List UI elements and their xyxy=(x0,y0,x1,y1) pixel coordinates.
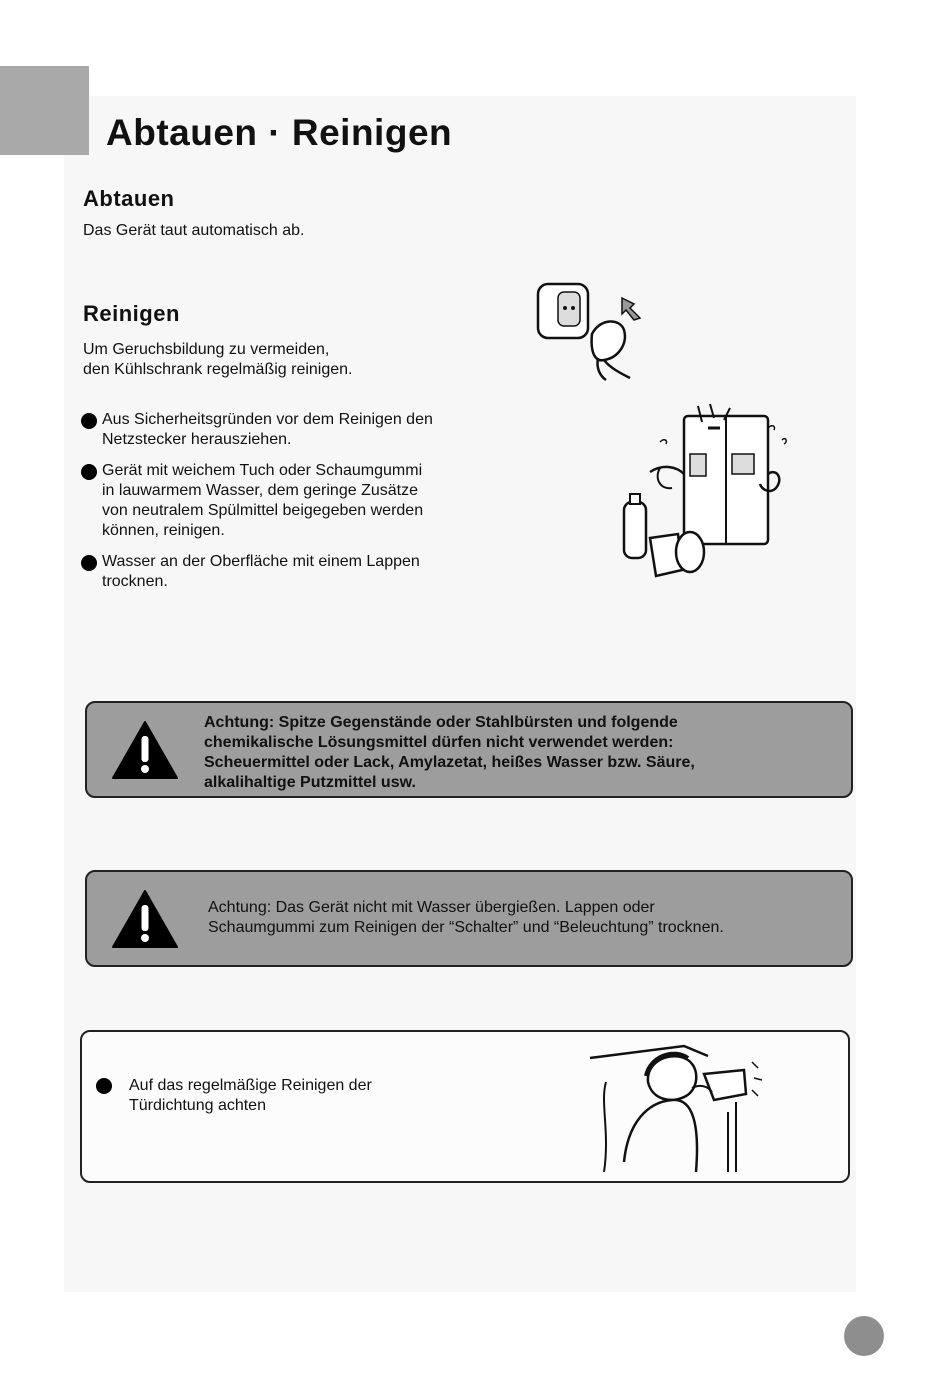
door-seal-cleaning-illustration xyxy=(588,1042,768,1174)
section-tab xyxy=(0,66,89,155)
warning-triangle-icon xyxy=(111,720,179,780)
bullet-dot-icon xyxy=(81,555,97,571)
defrost-text: Das Gerät taut automatisch ab. xyxy=(83,222,305,239)
bullet-dot-icon xyxy=(81,413,97,429)
page-title: Abtauen · Reinigen xyxy=(106,112,453,153)
warning-box-water xyxy=(85,870,853,967)
door-seal-note-box xyxy=(80,1030,850,1183)
cleaning-bullet-3: Wasser an der Oberfläche mit einem Lappen trocknen. xyxy=(102,553,420,590)
bullet-dot-icon xyxy=(96,1078,112,1094)
defrost-heading: Abtauen xyxy=(83,186,175,211)
cleaning-intro: Um Geruchsbildung zu vermeiden, den Kühlschrank regelmäßig reinigen. xyxy=(83,341,353,378)
cleaning-heading: Reinigen xyxy=(83,301,180,326)
door-seal-note-text: Auf das regelmäßige Reinigen der Türdichtung achten xyxy=(129,1077,372,1114)
warning-triangle-icon xyxy=(111,889,179,949)
cleaning-bullet-2: Gerät mit weichem Tuch oder Schaumgummi in lauwarmem Wasser, dem geringe Zusätze von neutralem Spülmittel beigegeben werden können, reinigen. xyxy=(102,462,424,539)
cleaning-bullet-1: Aus Sicherheitsgründen vor dem Reinigen den Netzstecker herausziehen. xyxy=(102,411,433,448)
warning-box-chemicals xyxy=(85,701,853,798)
fridge-cleaning-illustration xyxy=(620,398,800,580)
warning-text-water: Achtung: Das Gerät nicht mit Wasser übergießen. Lappen oder Schaumgummi zum Reinigen der “Schalter” und “Beleuchtung” trocknen. xyxy=(208,899,724,936)
bullet-dot-icon xyxy=(81,464,97,480)
unplug-illustration xyxy=(530,278,650,382)
page-number-circle xyxy=(844,1316,884,1356)
warning-text-chemicals: Achtung: Spitze Gegenstände oder Stahlbürsten und folgende chemikalische Lösungsmittel dürfen nicht verwendet werden: Scheuermittel oder Lack, Amylazetat, heißes Wasser bzw. Säure, alkalihaltige Putzmittel usw. xyxy=(204,714,695,791)
